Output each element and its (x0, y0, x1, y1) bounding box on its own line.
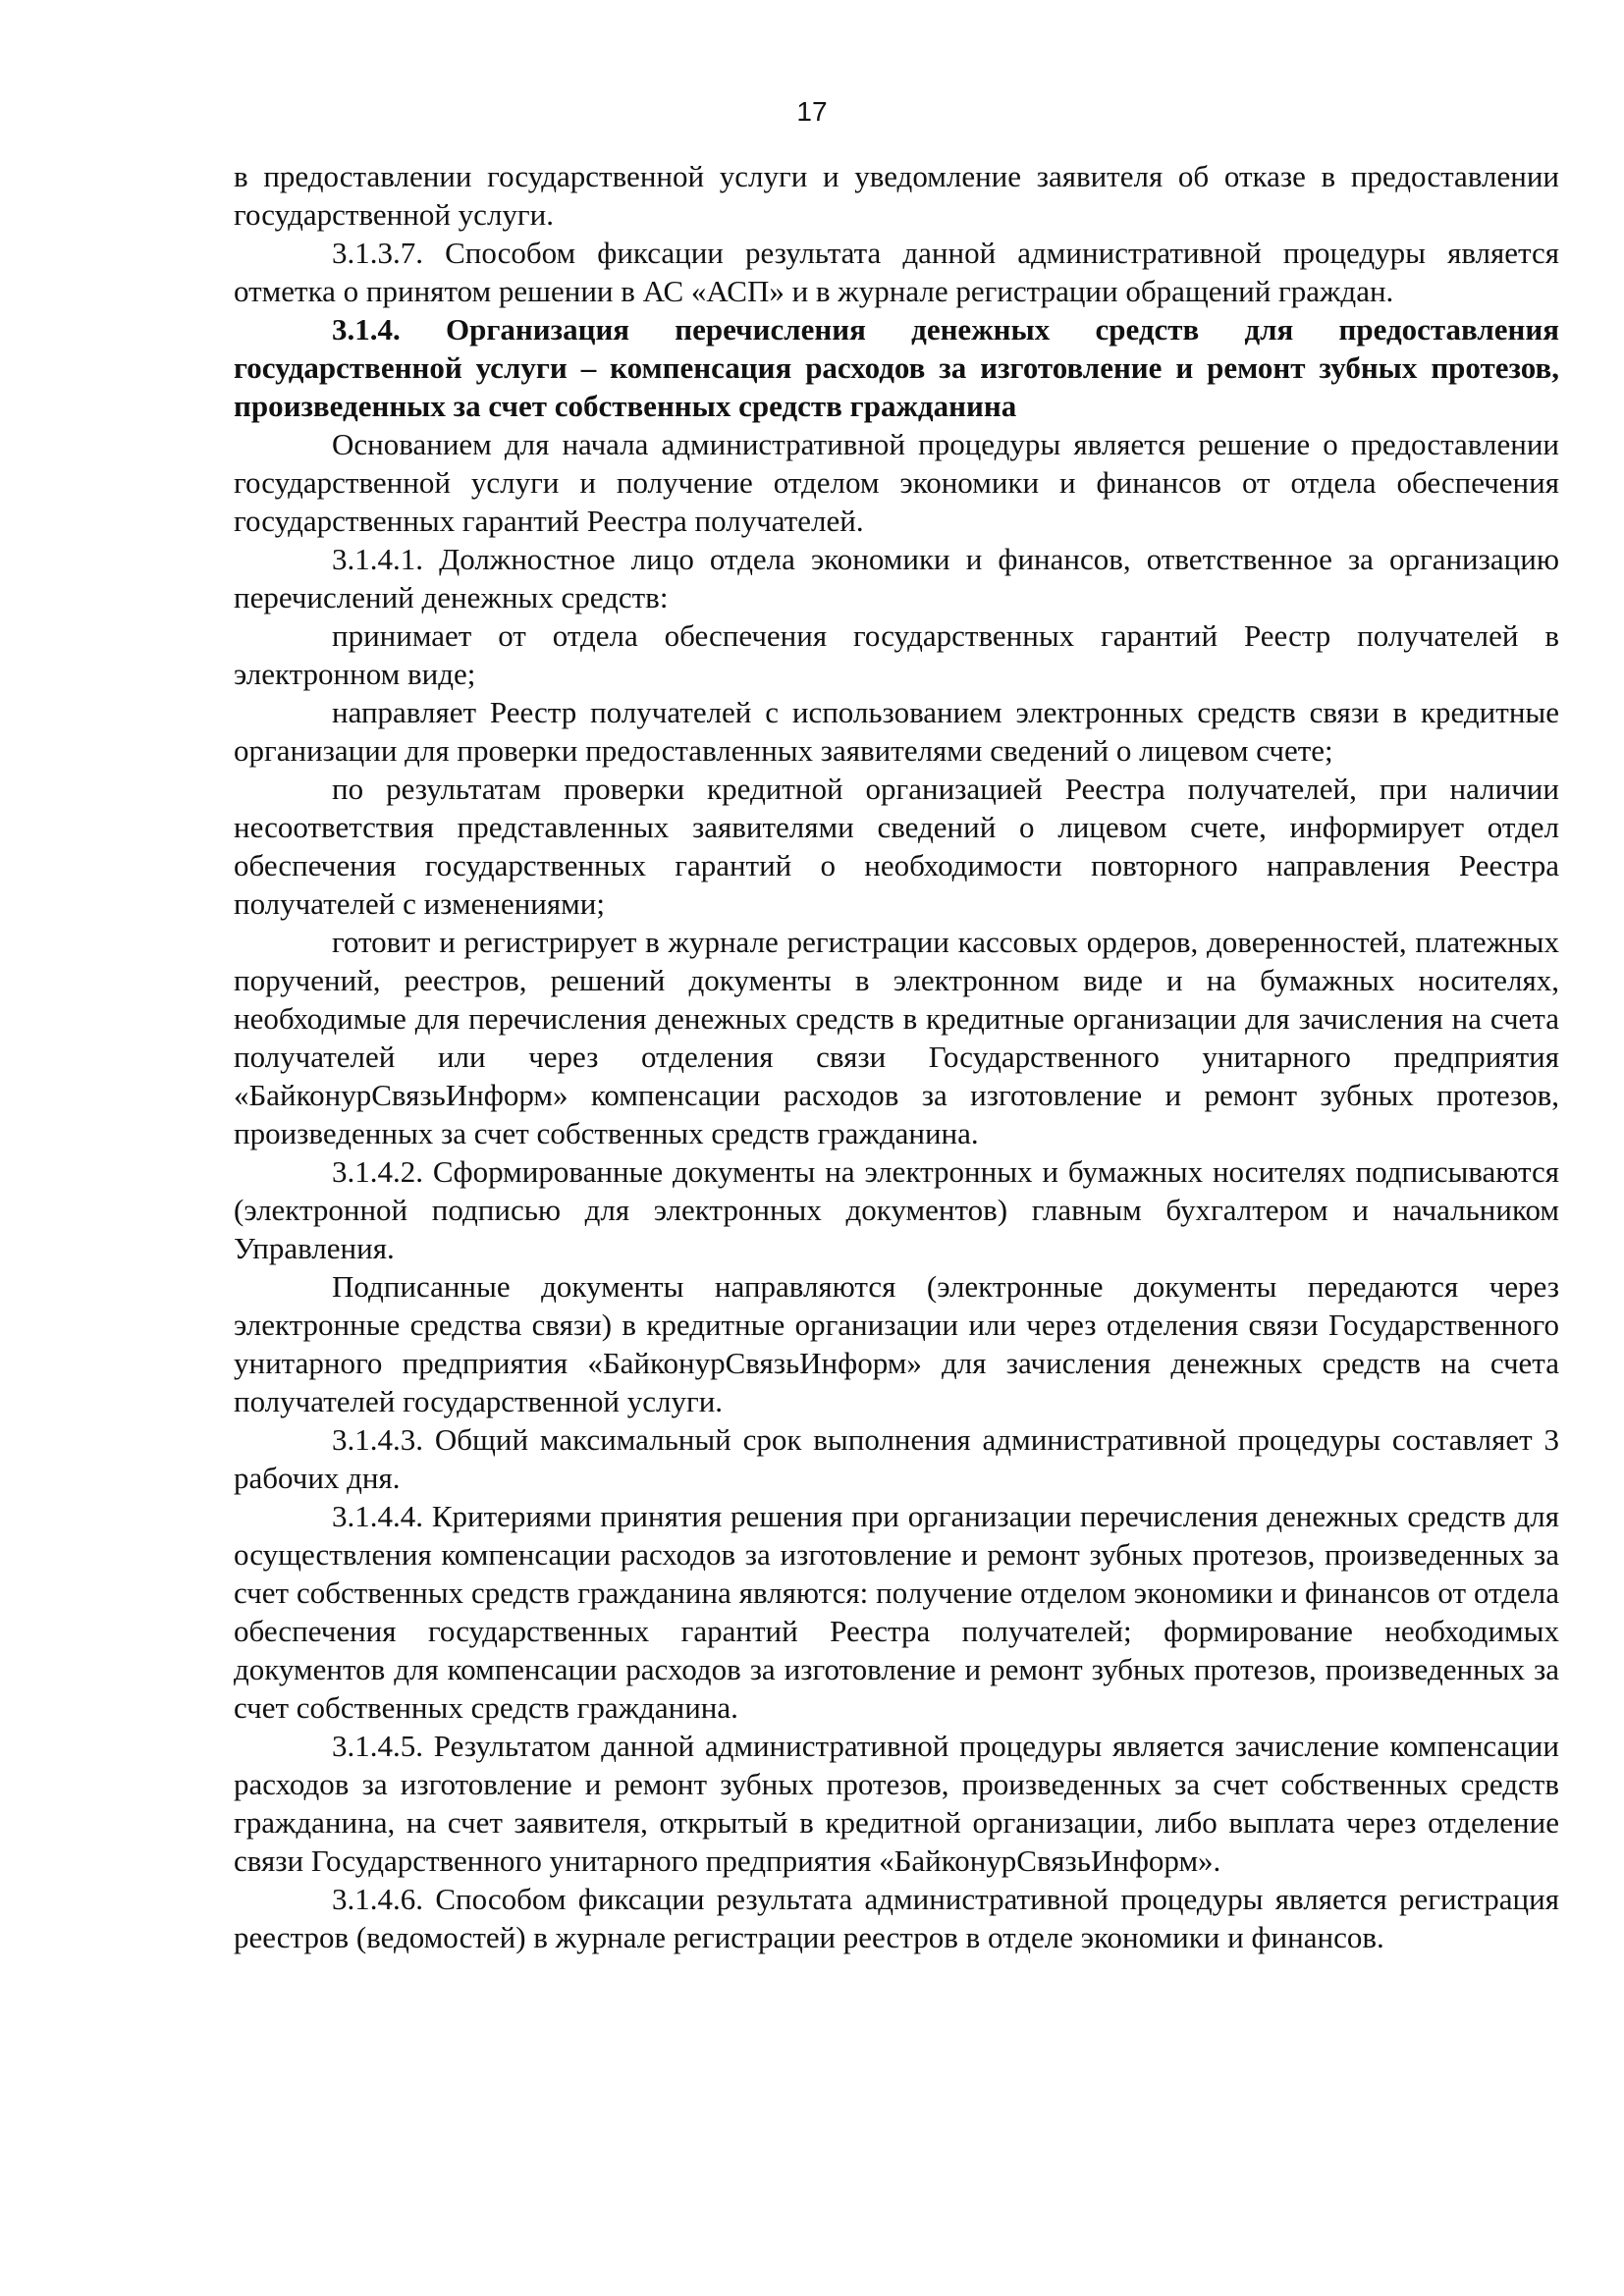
paragraph-3-1-4-4: 3.1.4.4. Критериями принятия решения при организации перечисления денежных средств для осуществления компенсации расходов за изготовление и ремонт зубных протезов, произведенных за счет собственных средств гражданина являются: получение отделом экономики и финансов от отдела обеспечения государственных гарантий Реестра получателей; формирование необходимых документов для компенсации расходов за изготовление и ремонт зубных протезов, произведенных за счет собственных средств гражданина. (234, 1499, 1559, 1725)
paragraph-3-1-4-1: 3.1.4.1. Должностное лицо отдела экономики и финансов, ответственное за организацию перечислений денежных средств: (234, 542, 1559, 614)
list-item-informs-department: по результатам проверки кредитной организацией Реестра получателей, при наличии несоответствия представленных заявителями сведений о лицевом счете, информирует отдел обеспечения государственных гарантий о необходимости повторного направления Реестра получателей с изменениями; (234, 772, 1559, 921)
paragraph-continuation: в предоставлении государственной услуги и уведомление заявителя об отказе в предоставлении государственной услуги. (234, 159, 1559, 232)
paragraph-basis: Основанием для начала административной процедуры является решение о предоставлении государственной услуги и получение отделом экономики и финансов от отдела обеспечения государственных гарантий Реестра получателей. (234, 427, 1559, 538)
paragraph-3-1-4-3: 3.1.4.3. Общий максимальный срок выполнения административной процедуры составляет 3 рабочих дня. (234, 1422, 1559, 1495)
paragraph-3-1-3-7: 3.1.3.7. Способом фиксации результата данной административной процедуры является отметка о принятом решении в АС «АСП» и в журнале регистрации обращений граждан. (234, 236, 1559, 308)
document-body (234, 157, 1559, 1956)
list-item-sends-registry: направляет Реестр получателей с использованием электронных средств связи в кредитные организации для проверки предоставленных заявителями сведений о лицевом счете; (234, 695, 1559, 768)
list-item-prepares-documents: готовит и регистрирует в журнале регистрации кассовых ордеров, доверенностей, платежных поручений, реестров, решений документы в электронном виде и на бумажных носителях, необходимые для перечисления денежных средств в кредитные организации для зачисления на счета получателей или через отделения связи Государственного унитарного предприятия «БайконурСвязьИнформ» компенсации расходов за изготовление и ремонт зубных протезов, произведенных за счет собственных средств гражданина. (234, 925, 1559, 1150)
paragraph-3-1-4-2: 3.1.4.2. Сформированные документы на электронных и бумажных носителях подписываются (электронной подписью для электронных документов) главным бухгалтером и начальником Управления. (234, 1154, 1559, 1265)
list-item-receives-registry: принимает от отдела обеспечения государственных гарантий Реестр получателей в электронном виде; (234, 618, 1559, 691)
section-heading-3-1-4: 3.1.4. Организация перечисления денежных средств для предоставления государственной услуги – компенсация расходов за изготовление и ремонт зубных протезов, произведенных за счет собственных средств гражданина (234, 312, 1559, 423)
page-number: 17 (796, 96, 828, 127)
paragraph-3-1-4-6: 3.1.4.6. Способом фиксации результата административной процедуры является регистрация реестров (ведомостей) в журнале регистрации реестров в отделе экономики и финансов. (234, 1882, 1559, 1954)
paragraph-3-1-4-5: 3.1.4.5. Результатом данной административной процедуры является зачисление компенсации расходов за изготовление и ремонт зубных протезов, произведенных за счет собственных средств гражданина, на счет заявителя, открытый в кредитной организации, либо выплата через отделение связи Государственного унитарного предприятия «БайконурСвязьИнформ». (234, 1729, 1559, 1878)
paragraph-signed-documents: Подписанные документы направляются (электронные документы передаются через электронные средства связи) в кредитные организации или через отделения связи Государственного унитарного предприятия «БайконурСвязьИнформ» для зачисления денежных средств на счета получателей государственной услуги. (234, 1269, 1559, 1418)
